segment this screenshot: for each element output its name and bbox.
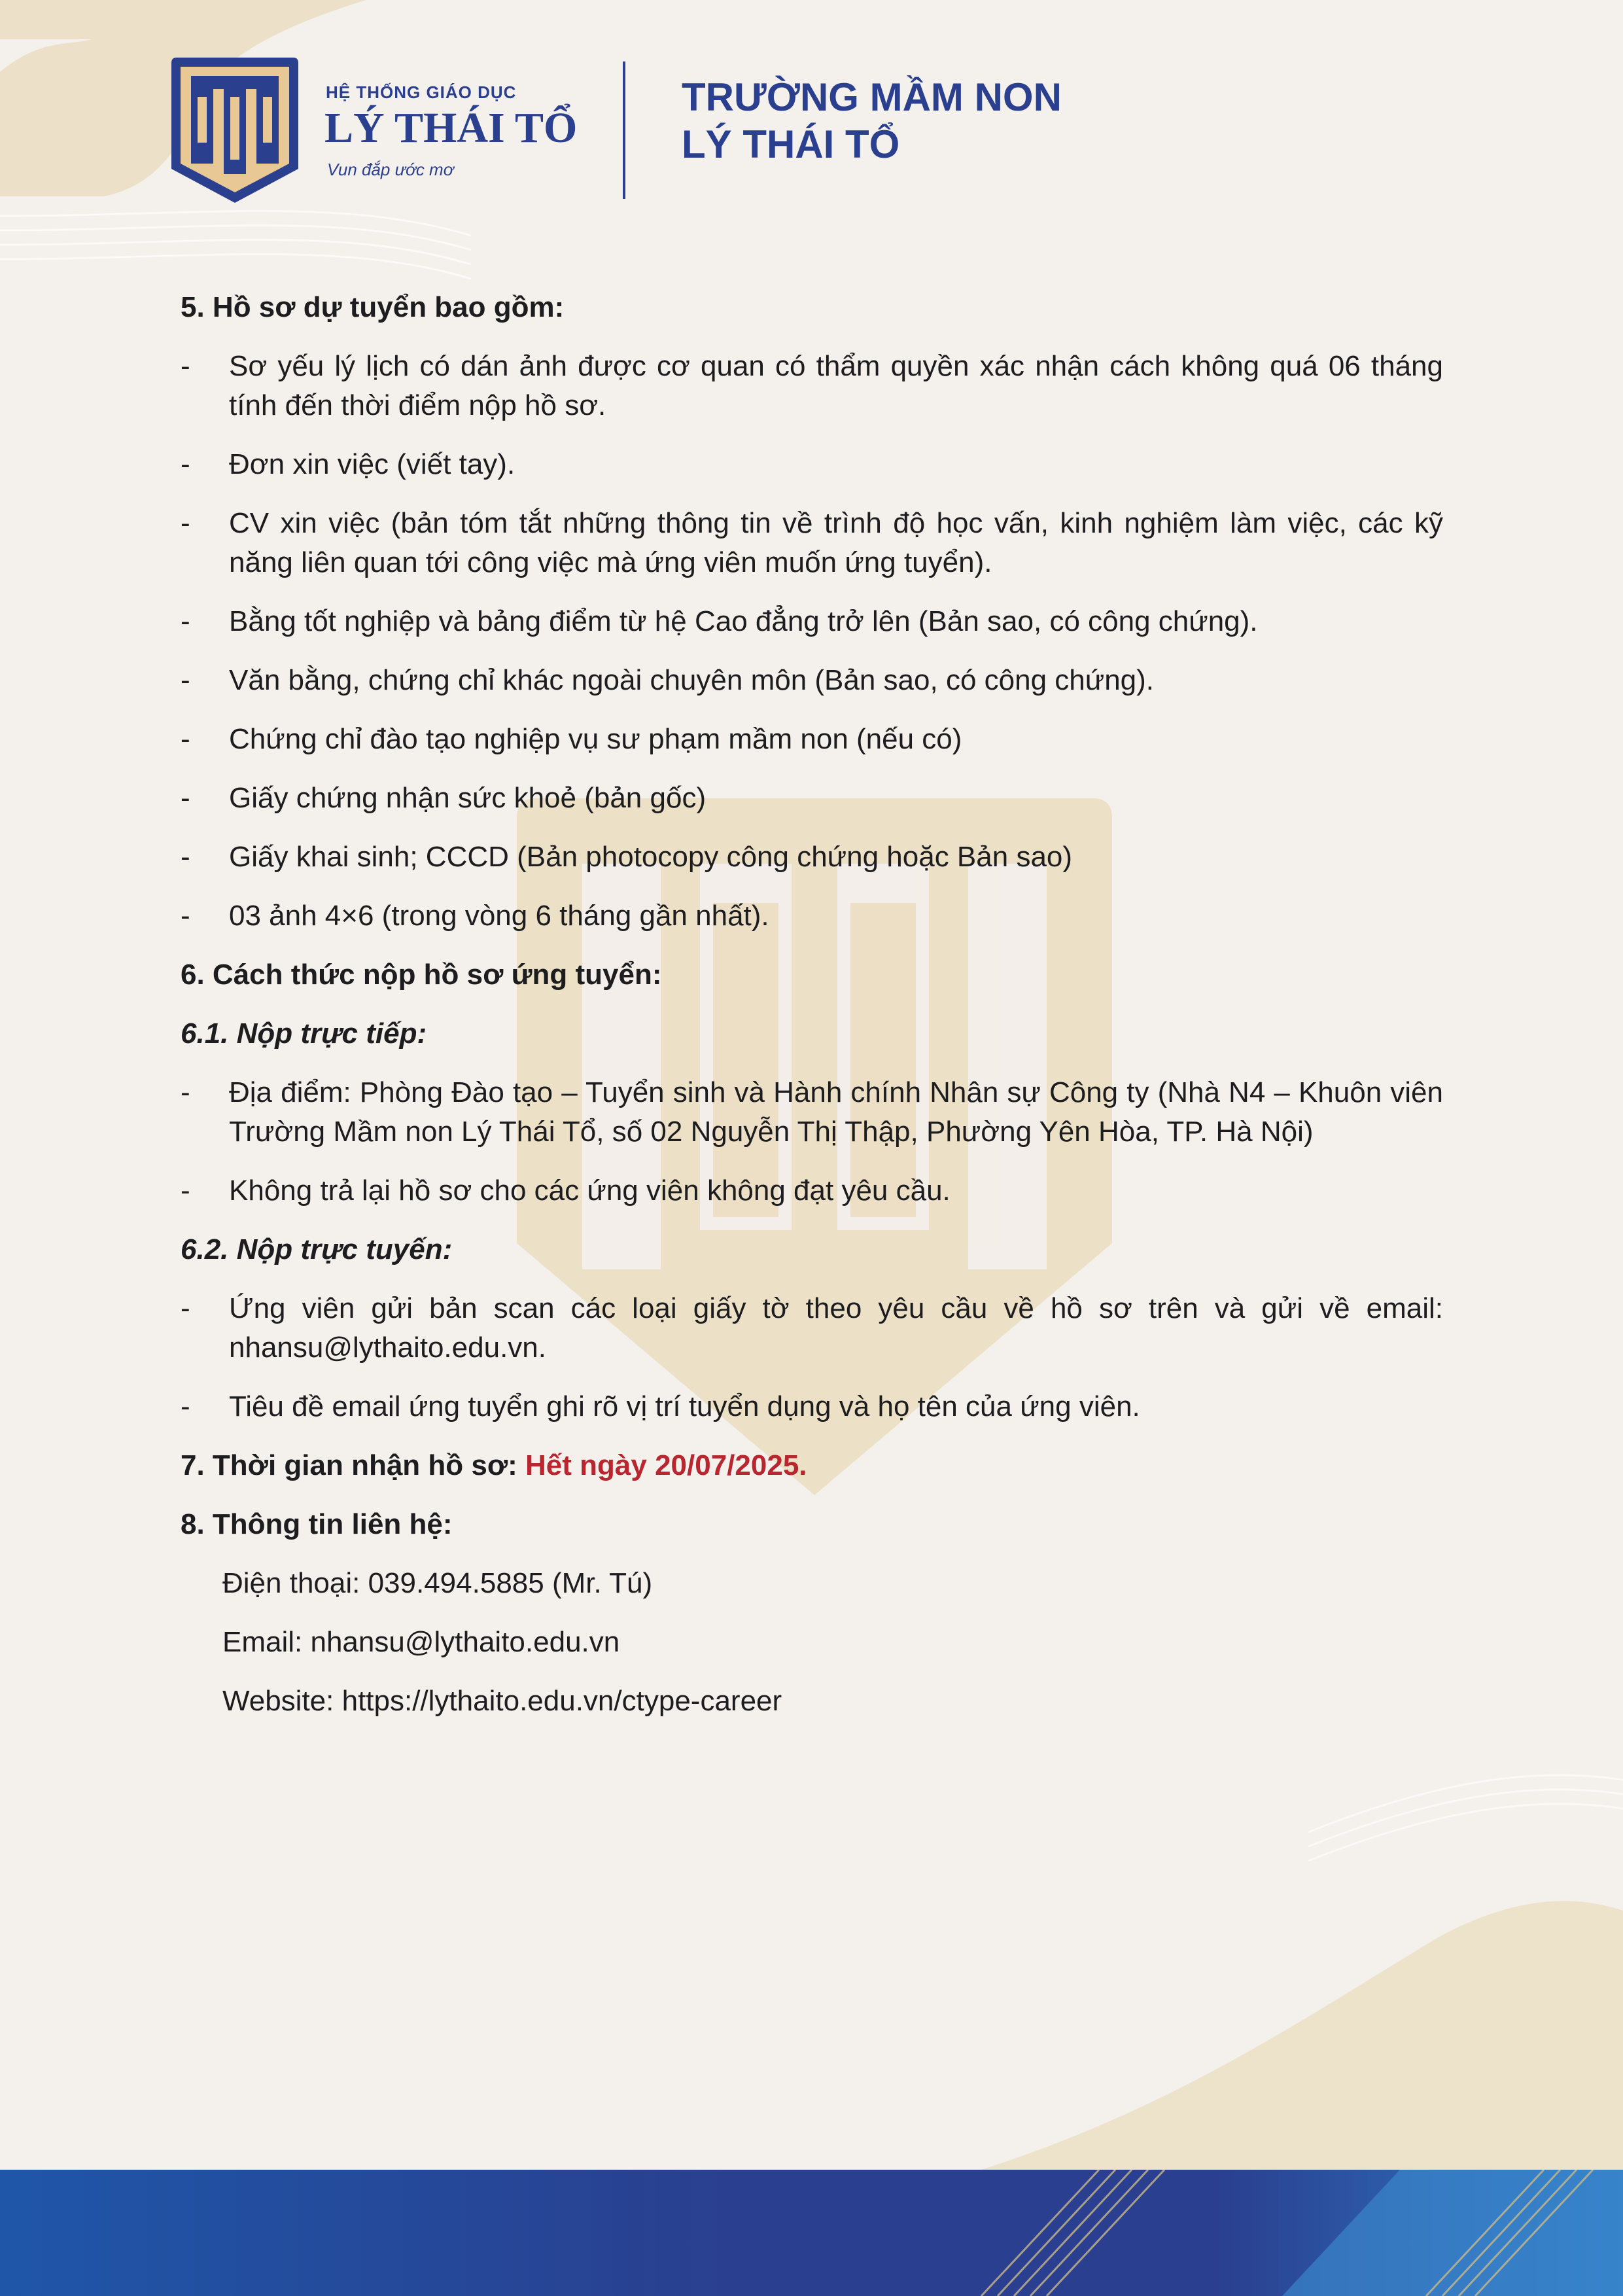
list-item: - Sơ yếu lý lịch có dán ảnh được cơ quan có thẩm quyền xác nhận cách không quá 06 tháng tính đến thời điểm nộp hồ sơ. — [181, 350, 1443, 421]
header-divider — [623, 62, 625, 199]
footer-band — [0, 2170, 1623, 2296]
contact-phone: Điện thoại: 039.494.5885 (Mr. Tú) — [222, 1567, 653, 1599]
brand-name: LÝ THÁI TỔ — [324, 104, 578, 152]
brand-slogan: Vun đắp ước mơ — [327, 160, 454, 179]
document-header — [171, 58, 1153, 208]
section-7-label: 7. Thời gian nhận hồ sơ: — [181, 1449, 517, 1481]
list-item: - Chứng chỉ đào tạo nghiệp vụ sư phạm mầm non (nếu có) — [181, 723, 962, 755]
section-5-title: 5. Hồ sơ dự tuyển bao gồm: — [181, 291, 565, 323]
list-item: - 03 ảnh 4×6 (trong vòng 6 tháng gần nhất). — [181, 900, 769, 932]
section-8-title: 8. Thông tin liên hệ: — [181, 1508, 453, 1540]
contact-email: Email: nhansu@lythaito.edu.vn — [222, 1626, 620, 1658]
section-6-2-title: 6.2. Nộp trực tuyến: — [181, 1233, 453, 1265]
contact-website: Website: https://lythaito.edu.vn/ctype-career — [222, 1685, 782, 1717]
list-item: - Giấy khai sinh; CCCD (Bản photocopy công chứng hoặc Bản sao) — [181, 841, 1073, 873]
section-6-title: 6. Cách thức nộp hồ sơ ứng tuyển: — [181, 959, 662, 991]
list-item: - Giấy chứng nhận sức khoẻ (bản gốc) — [181, 782, 707, 814]
list-item: - Đơn xin việc (viết tay). — [181, 448, 515, 480]
brand-supertitle: HỆ THỐNG GIÁO DỤC — [326, 82, 517, 102]
list-item: - CV xin việc (bản tóm tắt những thông tin về trình độ học vấn, kinh nghiệm làm việc, các kỹ năng liên quan tới công việc mà ứng viên muốn ứng tuyển). — [181, 507, 1443, 578]
school-name-line1: TRƯỜNG MẦM NON — [682, 75, 1062, 119]
list-item: - Không trả lại hồ sơ cho các ứng viên không đạt yêu cầu. — [181, 1174, 951, 1207]
section-6-1-title: 6.1. Nộp trực tiếp: — [181, 1017, 427, 1050]
deadline-text: Hết ngày 20/07/2025. — [525, 1449, 807, 1481]
list-item: - Văn bằng, chứng chỉ khác ngoài chuyên môn (Bản sao, có công chứng). — [181, 664, 1155, 696]
list-item: - Địa điểm: Phòng Đào tạo – Tuyển sinh và Hành chính Nhân sự Công ty (Nhà N4 – Khuôn viên Trường Mầm non Lý Thái Tổ, số 02 Nguyễn Thị Thập, Phường Yên Hòa, TP. Hà Nội) — [181, 1076, 1443, 1148]
school-name-line2: LÝ THÁI TỔ — [682, 122, 900, 166]
shield-monogram-logo-icon — [171, 58, 298, 203]
list-item: - Ứng viên gửi bản scan các loại giấy tờ theo yêu cầu về hồ sơ trên và gửi về email: nhansu@lythaito.edu.vn. — [181, 1292, 1443, 1364]
section-7-title — [181, 1446, 1443, 1485]
list-item: - Tiêu đề email ứng tuyển ghi rõ vị trí tuyển dụng và họ tên của ứng viên. — [181, 1390, 1140, 1422]
document-body — [181, 288, 1443, 1740]
list-item: - Bằng tốt nghiệp và bảng điểm từ hệ Cao đẳng trở lên (Bản sao, có công chứng). — [181, 605, 1258, 637]
